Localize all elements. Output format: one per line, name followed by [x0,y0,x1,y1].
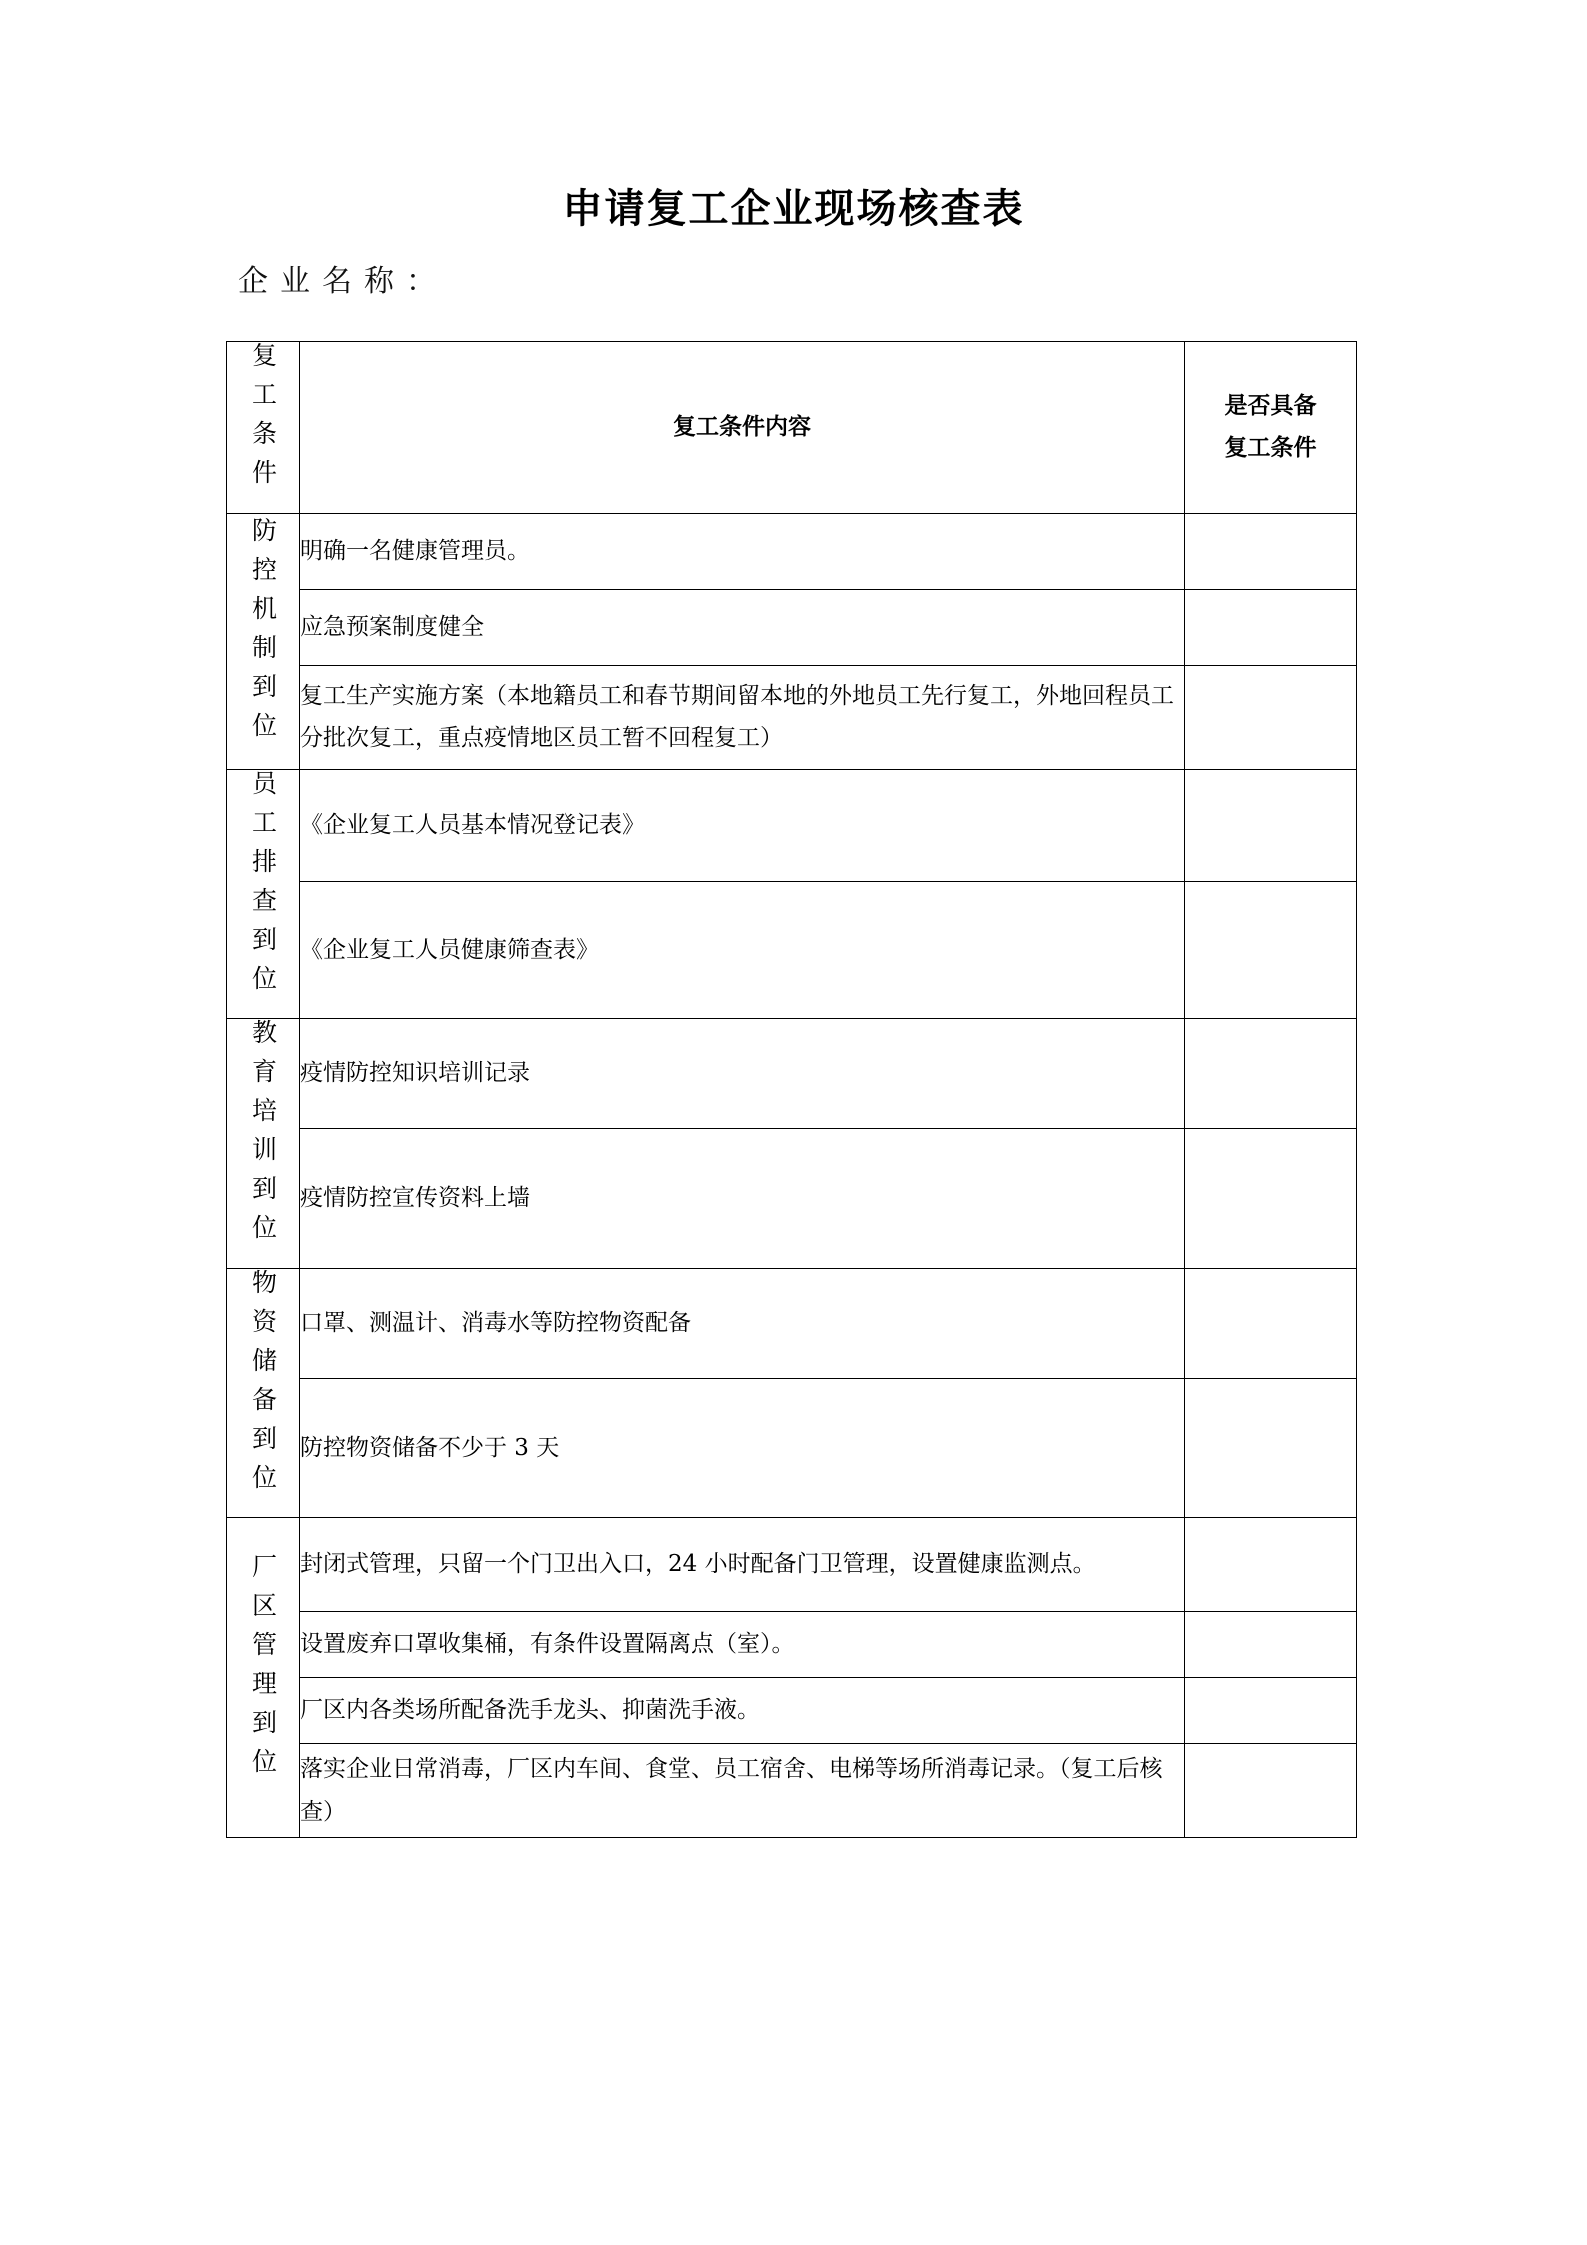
status-cell[interactable] [1185,589,1357,665]
table-row [227,1129,1357,1269]
condition-content: 《企业复工人员健康筛查表》 [300,881,1185,1018]
condition-content: 设置废弃口罩收集桶，有条件设置隔离点（室）。 [300,1612,1185,1678]
table-row [227,1268,1357,1378]
table-row [227,881,1357,1018]
table-header-row [227,342,1357,514]
status-cell[interactable] [1185,1678,1357,1744]
table-row [227,1744,1357,1838]
company-name-label: 企业名称： [238,264,448,299]
section-category-cell-2 [227,1019,300,1269]
status-cell[interactable] [1185,1268,1357,1378]
header-status-line1: 是否具备 [1224,391,1317,419]
table-row [227,513,1357,589]
section-category-label: 教育培训到位 [248,1019,278,1254]
status-cell[interactable] [1185,881,1357,1018]
section-category-cell-4 [227,1518,300,1838]
condition-content: 疫情防控知识培训记录 [300,1019,1185,1129]
status-cell[interactable] [1185,665,1357,769]
resumption-checklist-table [226,341,1357,1838]
condition-content: 《企业复工人员基本情况登记表》 [300,769,1185,881]
section-category-cell-0 [227,513,300,769]
condition-content: 封闭式管理，只留一个门卫出入口，24 小时配备门卫管理，设置健康监测点。 [300,1518,1185,1612]
header-category-label: 复工条件 [248,342,278,498]
table-row [227,1678,1357,1744]
condition-content: 应急预案制度健全 [300,589,1185,665]
status-cell[interactable] [1185,1744,1357,1838]
table-row [227,1378,1357,1518]
status-cell[interactable] [1185,1129,1357,1269]
status-cell[interactable] [1185,513,1357,589]
section-category-cell-1 [227,769,300,1019]
header-status-line2: 复工条件 [1224,434,1317,462]
condition-content: 口罩、测温计、消毒水等防控物资配备 [300,1268,1185,1378]
condition-content: 明确一名健康管理员。 [300,513,1185,589]
condition-content: 复工生产实施方案（本地籍员工和春节期间留本地的外地员工先行复工，外地回程员工分批次复工，重点疫情地区员工暂不回程复工） [300,665,1185,769]
table-row [227,769,1357,881]
condition-content: 防控物资储备不少于 3 天 [300,1378,1185,1518]
section-category-label: 防控机制到位 [248,516,278,751]
condition-content: 厂区内各类场所配备洗手龙头、抑菌洗手液。 [300,1678,1185,1744]
section-category-label: 员工排查到位 [248,769,278,1004]
status-cell[interactable] [1185,1378,1357,1518]
page-title: 申请复工企业现场核查表 [562,185,1025,232]
table-row [227,1612,1357,1678]
status-cell[interactable] [1185,1019,1357,1129]
section-category-label: 物资储备到位 [248,1268,278,1503]
section-category-cell-3 [227,1268,300,1518]
table-body [227,342,1357,1838]
status-cell[interactable] [1185,1612,1357,1678]
condition-content: 疫情防控宣传资料上墙 [300,1129,1185,1269]
condition-content: 落实企业日常消毒，厂区内车间、食堂、员工宿舍、电梯等场所消毒记录。（复工后核查） [300,1744,1185,1838]
section-category-label: 厂区管理到位 [248,1553,278,1788]
table-row [227,1518,1357,1612]
header-cell-status [1185,342,1357,514]
table-row [227,665,1357,769]
table-row [227,1019,1357,1129]
status-cell[interactable] [1185,1518,1357,1612]
header-cell-content: 复工条件内容 [300,342,1185,514]
table-row [227,589,1357,665]
header-cell-category [227,342,300,514]
status-cell[interactable] [1185,769,1357,881]
